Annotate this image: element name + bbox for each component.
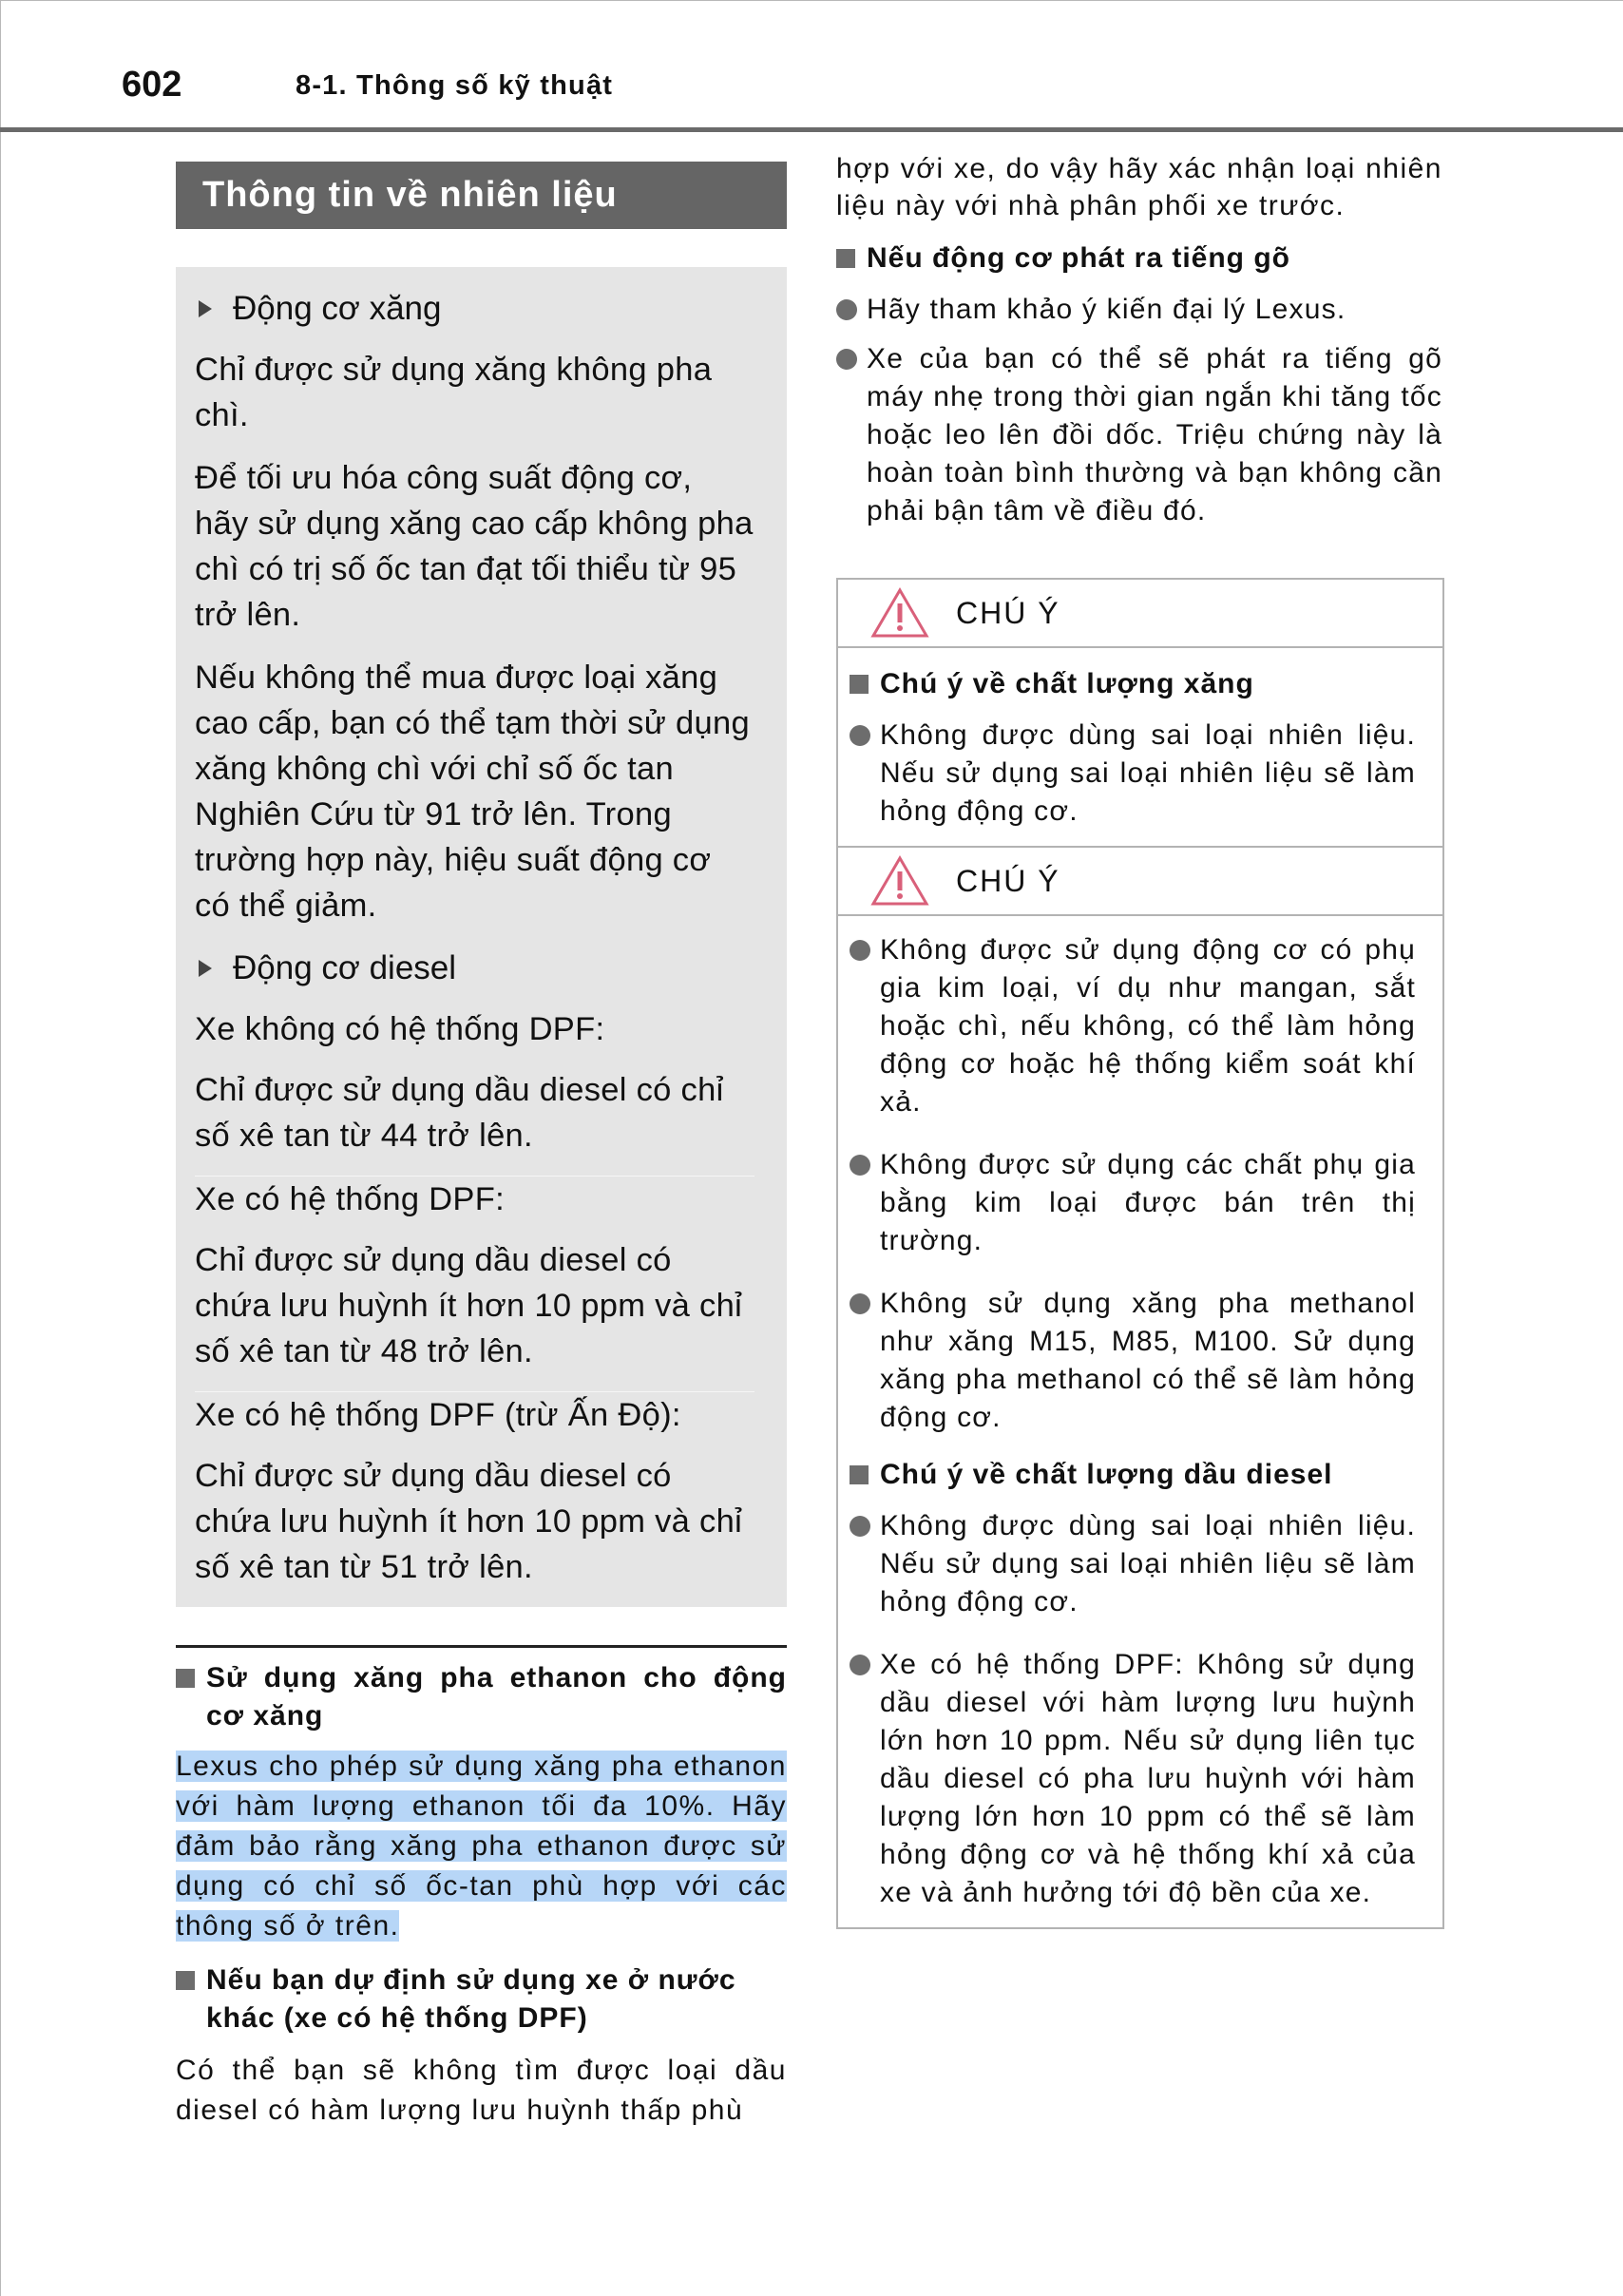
caution-header-1: [838, 580, 1442, 648]
caution2-bullet-2: Không được sử dụng các chất phụ gia bằng kim loại được bán trên thị trường.: [850, 1146, 1416, 1260]
ethanol-heading: [176, 1659, 787, 1735]
square-bullet-icon: [176, 1669, 195, 1688]
caution-body-2: [838, 916, 1442, 1927]
bullet-dot-icon: [850, 1516, 870, 1537]
left-column: [176, 162, 787, 2131]
caution2-bullet-5: Xe có hệ thống DPF: Không sử dụng dầu diesel với hàm lượng lưu huỳnh lớn hơn 10 ppm. Nếu sử dụng liên tục dầu diesel có pha lưu huỳnh với hàm lượng lớn hơn 10 ppm có thể sẽ làm hỏng động cơ và hệ thống khí xả của xe và ảnh hưởng tới độ bền của xe.: [850, 1646, 1416, 1912]
no-dpf-text: Chỉ được sử dụng dầu diesel có chỉ số xê tan từ 44 trở lên.: [195, 1072, 724, 1154]
fuel-spec-box: [176, 267, 787, 1607]
bullet-dot-icon: [850, 725, 870, 746]
warning-triangle-icon: [870, 855, 929, 907]
diesel-heading: [195, 946, 754, 991]
header-rule: [0, 127, 1623, 132]
no-dpf-label: Xe không có hệ thống DPF:: [195, 1011, 605, 1047]
abroad-heading-text: Nếu bạn dự định sử dụng xe ở nước khác (xe có hệ thống DPF): [206, 1964, 736, 2034]
dpf-text: Chỉ được sử dụng dầu diesel có chứa lưu huỳnh ít hơn 10 ppm và chỉ số xê tan từ 48 trở lên.: [195, 1242, 743, 1369]
gasoline-p3: Nếu không thể mua được loại xăng cao cấp, bạn có thể tạm thời sử dụng xăng không chì với chỉ số ốc tan Nghiên Cứu từ 91 trở lên. Trong trường hợp này, hiệu suất động cơ có thể giảm.: [195, 660, 750, 924]
gasoline-heading: [195, 286, 754, 332]
knock-heading-text: Nếu động cơ phát ra tiếng gõ: [867, 242, 1290, 274]
caution-body-1: [838, 648, 1442, 846]
section-divider: [176, 1645, 787, 1648]
dpf-label: Xe có hệ thống DPF:: [195, 1176, 754, 1222]
bullet-dot-icon: [836, 349, 857, 370]
gasoline-quality-heading: Chú ý về chất lượng xăng: [850, 665, 1416, 703]
triangle-bullet-icon: [199, 960, 212, 977]
abroad-heading: [176, 1961, 787, 2038]
page-frame-left: [0, 0, 1, 2296]
caution1-bullet-1: Không được dùng sai loại nhiên liệu. Nếu sử dụng sai loại nhiên liệu sẽ làm hỏng động cơ.: [850, 717, 1416, 831]
diesel-quality-heading: Chú ý về chất lượng dầu diesel: [850, 1456, 1416, 1494]
gasoline-p2: Để tối ưu hóa công suất động cơ, hãy sử dụng xăng cao cấp không pha chì có trị số ốc tan đạt tối thiểu từ 95 trở lên.: [195, 460, 754, 633]
knock-bullet-1: Hãy tham khảo ý kiến đại lý Lexus.: [836, 291, 1442, 329]
page-frame-top: [0, 0, 1623, 1]
square-bullet-icon: [850, 1465, 869, 1484]
triangle-bullet-icon: [199, 300, 212, 317]
abroad-text: Có thể bạn sẽ không tìm được loại dầu diesel có hàm lượng lưu huỳnh thấp phù: [176, 2055, 787, 2126]
continuation-text: hợp với xe, do vậy hãy xác nhận loại nhiên liệu này với nhà phân phối xe trước.: [836, 153, 1442, 221]
bullet-dot-icon: [850, 1293, 870, 1314]
bullet-dot-icon: [850, 1155, 870, 1176]
square-bullet-icon: [850, 675, 869, 694]
dpf-india-text: Chỉ được sử dụng dầu diesel có chứa lưu huỳnh ít hơn 10 ppm và chỉ số xê tan từ 51 trở lên.: [195, 1458, 743, 1585]
page-number: 602: [122, 65, 182, 105]
square-bullet-icon: [836, 249, 855, 268]
ethanol-text-highlighted: Lexus cho phép sử dụng xăng pha ethanon với hàm lượng ethanon tối đa 10%. Hãy đảm bảo rằng xăng pha ethanon được sử dụng có chỉ số ốc-tan phù hợp với các thông số ở trên.: [176, 1751, 787, 1942]
bullet-dot-icon: [836, 299, 857, 320]
fuel-info-title: Thông tin về nhiên liệu: [176, 162, 787, 229]
caution-label-1: CHÚ Ý: [956, 595, 1060, 630]
caution-label-2: CHÚ Ý: [956, 863, 1060, 898]
caution-header-2: [838, 846, 1442, 916]
ethanol-paragraph: [176, 1747, 787, 1946]
dpf-india-label: Xe có hệ thống DPF (trừ Ấn Độ):: [195, 1391, 754, 1438]
knock-bullet-2: Xe của bạn có thể sẽ phát ra tiếng gõ máy nhẹ trong thời gian ngắn khi tăng tốc hoặc leo lên đồi dốc. Triệu chứng này là hoàn toàn bình thường và bạn không cần phải bận tâm về điều đó.: [836, 340, 1442, 530]
caution-box: [836, 578, 1444, 1929]
gasoline-p1: Chỉ được sử dụng xăng không pha chì.: [195, 352, 713, 433]
section-title: 8-1. Thông số kỹ thuật: [296, 70, 614, 101]
bullet-dot-icon: [850, 1655, 870, 1675]
caution2-bullet-1: Không được sử dụng động cơ có phụ gia kim loại, ví dụ như mangan, sắt hoặc chì, nếu không, có thể làm hỏng động cơ hoặc hệ thống kiểm soát khí xả.: [850, 931, 1416, 1121]
right-column: [836, 150, 1442, 1929]
caution2-bullet-4: Không được dùng sai loại nhiên liệu. Nếu sử dụng sai loại nhiên liệu sẽ làm hỏng động cơ.: [850, 1507, 1416, 1621]
warning-triangle-icon: [870, 587, 929, 639]
gasoline-heading-text: Động cơ xăng: [233, 290, 442, 327]
square-bullet-icon: [176, 1971, 195, 1990]
diesel-heading-text: Động cơ diesel: [233, 949, 457, 986]
ethanol-heading-text: Sử dụng xăng pha ethanon cho động cơ xăng: [206, 1662, 787, 1732]
caution2-bullet-3: Không sử dụng xăng pha methanol như xăng M15, M85, M100. Sử dụng xăng pha methanol có thể sẽ làm hỏng động cơ.: [850, 1285, 1416, 1437]
knock-heading: [836, 239, 1442, 277]
bullet-dot-icon: [850, 940, 870, 961]
